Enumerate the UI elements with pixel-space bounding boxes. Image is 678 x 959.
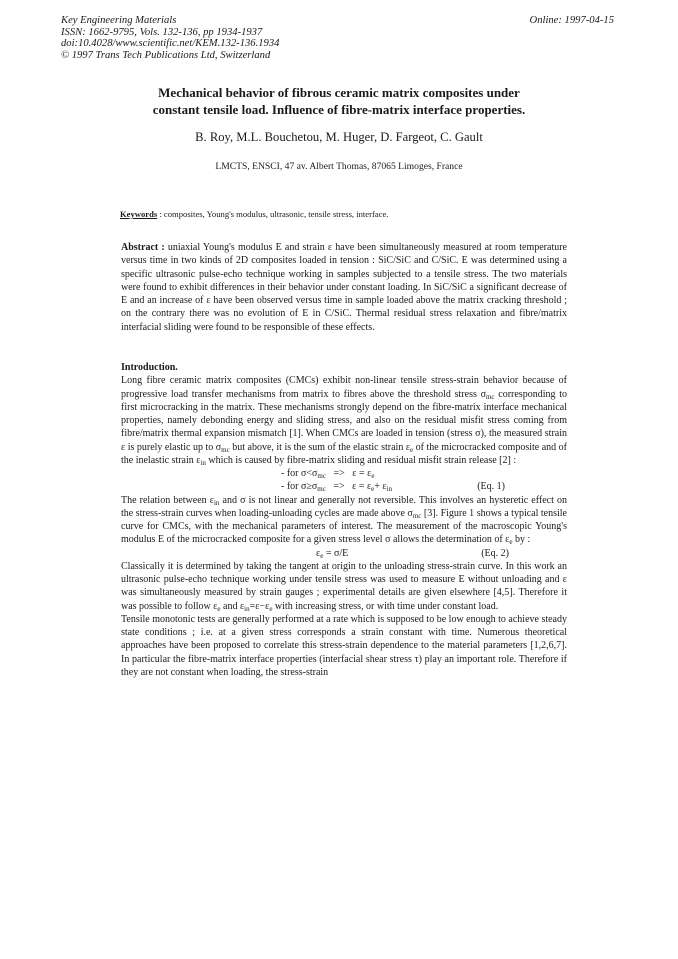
introduction-section — [121, 361, 567, 679]
authors: B. Roy, M.L. Bouchetou, M. Huger, D. Fargeot, C. Gault — [195, 130, 483, 144]
equation-2-label: (Eq. 2) — [481, 547, 509, 559]
title-line-2: constant tensile load. Influence of fibre-matrix interface properties. — [152, 102, 526, 117]
paper-title — [100, 84, 578, 118]
intro-paragraph-2: The relation between $\varepsilon_{in}$ and σ is not linear and generally not reversible. This involves an hysteretic effect on the stress-strain curves when loading-unloading cycles are made above $\sigma_{mc}$ [3]. Figure 1 shows a typical tensile curve for CMCs, with the mechanical parameters of interest. The measurement of the macroscopic Young's modulus E of the microcracked composite for a given stress level σ allows the determination of $\varepsilon_e$ by : — [121, 494, 567, 547]
abstract — [121, 241, 567, 334]
citation-header — [61, 15, 279, 61]
abstract-label: Abstract : — [121, 242, 165, 253]
intro-paragraph-4: Tensile monotonic tests are generally performed at a rate which is supposed to be low enough to achieve steady state conditions ; i.e. at a given stress corresponds a strain constant with time. Numerous theoretical approaches have been proposed to correlate this stress-strain dependence to the material parameters [1,2,6,7]. In particular the fibre-matrix interface properties (interfacial shear stress τ) play an important role. Therefore if they are not constant when loading, the stress-strain — [121, 613, 567, 678]
affiliation: LMCTS, ENSCI, 47 av. Albert Thomas, 87065 Limoges, France — [215, 161, 463, 172]
intro-paragraph-1: Long fibre ceramic matrix composites (CMCs) exhibit non-linear tensile stress-strain behavior because of progressive load transfer mechanisms from matrix to fibres above the threshold stress $\sigma_{mc}$ corresponding to first microcracking in the matrix. These mechanisms strongly depend on the fibre-matrix interface mechanical properties, namely debonding energy and sliding stress, and also on the residual misfit stress coming from fibre/matrix thermal expansion mismatch [1]. When CMCs are loaded in tension (stress σ), the measured strain ε is purely elastic up to $\sigma_{mc}$ but above, it is the sum of the elastic strain $\varepsilon_e$ of the microcracked composite and of the inelastic strain $\varepsilon_{in}$ which is caused by fibre-matrix sliding and residual misfit strain release [2] : — [121, 375, 567, 467]
issn-line: ISSN: 1662-9795, Vols. 132-136, pp 1934-1937 — [61, 26, 263, 38]
intro-paragraph-3: Classically it is determined by taking the tangent at origin to the unloading stress-strain curve. In this work an ultrasonic pulse-echo technique working under tensile stress was used to measure E without unloading and ε was simultaneously measured by strain gauges ; experimental details are given elsewhere [4,5]. Therefore it was possible to follow $\varepsilon_e$ and $\varepsilon_{in}=\varepsilon-\varepsilon_e$ with increasing stress, or with time under constant load. — [121, 560, 567, 613]
equation-1-line-1: - for $\sigma<\sigma_{mc} => \varepsilon = \varepsilon_e$ — [281, 468, 375, 480]
title-line-1: Mechanical behavior of fibrous ceramic matrix composites under — [158, 85, 520, 100]
online-date: Online: 1997-04-15 — [529, 15, 614, 26]
keywords — [120, 209, 388, 219]
doi-line: doi:10.4028/www.scientific.net/KEM.132-136.1934 — [61, 38, 280, 50]
keywords-text: : composites, Young's modulus, ultrasonic, tensile stress, interface. — [157, 209, 389, 219]
equation-1-line-2: - for $\sigma\ge\sigma_{mc} => \varepsilon = \varepsilon_e+ \varepsilon_{in}$ (Eq. 1) — [281, 481, 505, 494]
abstract-text: uniaxial Young's modulus E and strain ε have been simultaneously measured at room temperature versus time in two kinds of 2D composites loaded in tension : SiC/SiC and C/SiC. E was determined using a specific ultrasonic pulse-echo technique working in samples subjected to a tensile stress. The two materials were found to exhibit differences in their behavior under constant loading. In SiC/SiC a significant decrease of E and an increase of ε have been observed versus time in sample loaded above the matrix cracking threshold ; on the contrary there was no evolution of E in C/SiC. Thermal residual stress relaxation and fibre/matrix interfacial sliding were found to be responsible of these effects. — [121, 242, 567, 333]
equation-1-label: (Eq. 1) — [477, 481, 505, 493]
journal-name: Key Engineering Materials — [61, 15, 177, 26]
keywords-label: Keywords — [120, 209, 158, 219]
introduction-heading: Introduction. — [121, 362, 178, 373]
equation-2: $\varepsilon_e = \sigma/E$ (Eq. 2) — [316, 547, 509, 560]
copyright-line: © 1997 Trans Tech Publications Ltd, Switzerland — [61, 49, 271, 61]
